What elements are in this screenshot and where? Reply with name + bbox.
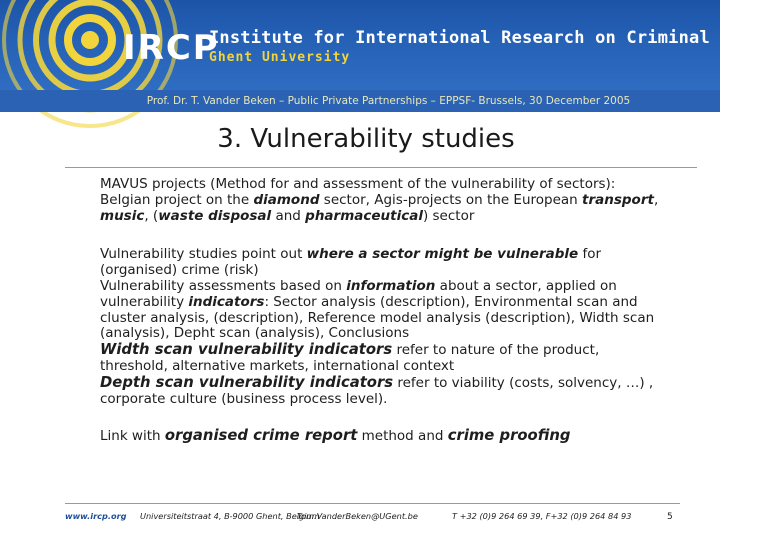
text-run: Vulnerability studies point out [100, 246, 307, 263]
footer-email[interactable]: Tom.VanderBeken@UGent.be [297, 511, 418, 521]
emphasis-transport: transport [582, 191, 654, 208]
footer-address: Universiteitstraat 4, B-9000 Ghent, Belgium [140, 511, 320, 521]
paragraph-width-scan [100, 342, 660, 375]
emphasis-pharma: pharmaceutical [305, 207, 423, 224]
text-run: , [653, 191, 659, 208]
text-run: about a sector, applied on vulnerability [100, 277, 617, 310]
emphasis-music: music [100, 207, 145, 224]
text-run: and [271, 207, 306, 224]
emphasis-information: information [346, 277, 436, 294]
footer-website-link[interactable]: www.ircp.org [65, 511, 127, 521]
text-run: method and [357, 428, 448, 445]
text-run: : Sector analysis (description), Environmental scan and cluster analysis, (description), Reference model analysis (description), Width scan (analysis), Depht scan (analysis), Conclusions [100, 293, 655, 342]
paragraph-vulnerability-studies [100, 247, 660, 279]
header-banner [0, 0, 783, 90]
text-run: Vulnerability assessments based on [100, 277, 347, 294]
text-run: ) sector [422, 207, 475, 224]
emphasis-depth-scan: Depth scan vulnerability indicators [100, 373, 394, 391]
slide-content [100, 177, 660, 445]
emphasis-organised-crime-report: organised crime report [164, 427, 358, 445]
presentation-subtitle: Prof. Dr. T. Vander Beken – Public Private Partnerships – EPPSF- Brussels, 30 December 2005 [146, 95, 631, 107]
text-run: MAVUS projects (Method for and assessment of the vulnerability of sectors): Belgian project on the [100, 176, 616, 208]
text-run: sector, Agis-projects on the European [319, 191, 583, 208]
ircp-logo: IRCP [123, 28, 220, 68]
text-run: , ( [144, 207, 159, 224]
emphasis-width-scan: Width scan vulnerability indicators [100, 341, 393, 359]
paragraph-depth-scan [100, 375, 660, 408]
university-name: Ghent University [209, 50, 351, 65]
emphasis-where-vulnerable: where a sector might be vulnerable [306, 246, 579, 263]
institute-name: Institute for International Research on Criminal Policy [209, 28, 783, 48]
footer-divider [65, 503, 680, 504]
text-run: refer to nature of the product, threshold, alternative markets, international context [100, 342, 600, 374]
text-run: Link with [100, 428, 165, 445]
emphasis-diamond: diamond [253, 191, 320, 208]
paragraph-link [100, 428, 660, 445]
emphasis-waste: waste disposal [158, 207, 272, 224]
text-run: refer to viability (costs, solvency, …) , corporate culture (business process level). [100, 374, 654, 407]
slide-title: 3. Vulnerability studies [217, 124, 515, 154]
emphasis-indicators: indicators [188, 293, 265, 310]
footer-phone: T +32 (0)9 264 69 39, F+32 (0)9 264 84 93 [452, 511, 632, 521]
text-run: for (organised) crime (risk) [100, 246, 602, 279]
title-divider [65, 167, 697, 168]
emphasis-crime-proofing: crime proofing [447, 427, 571, 445]
page-number: 5 [667, 512, 673, 522]
paragraph-assessments [100, 279, 660, 342]
paragraph-mavus [100, 177, 660, 224]
